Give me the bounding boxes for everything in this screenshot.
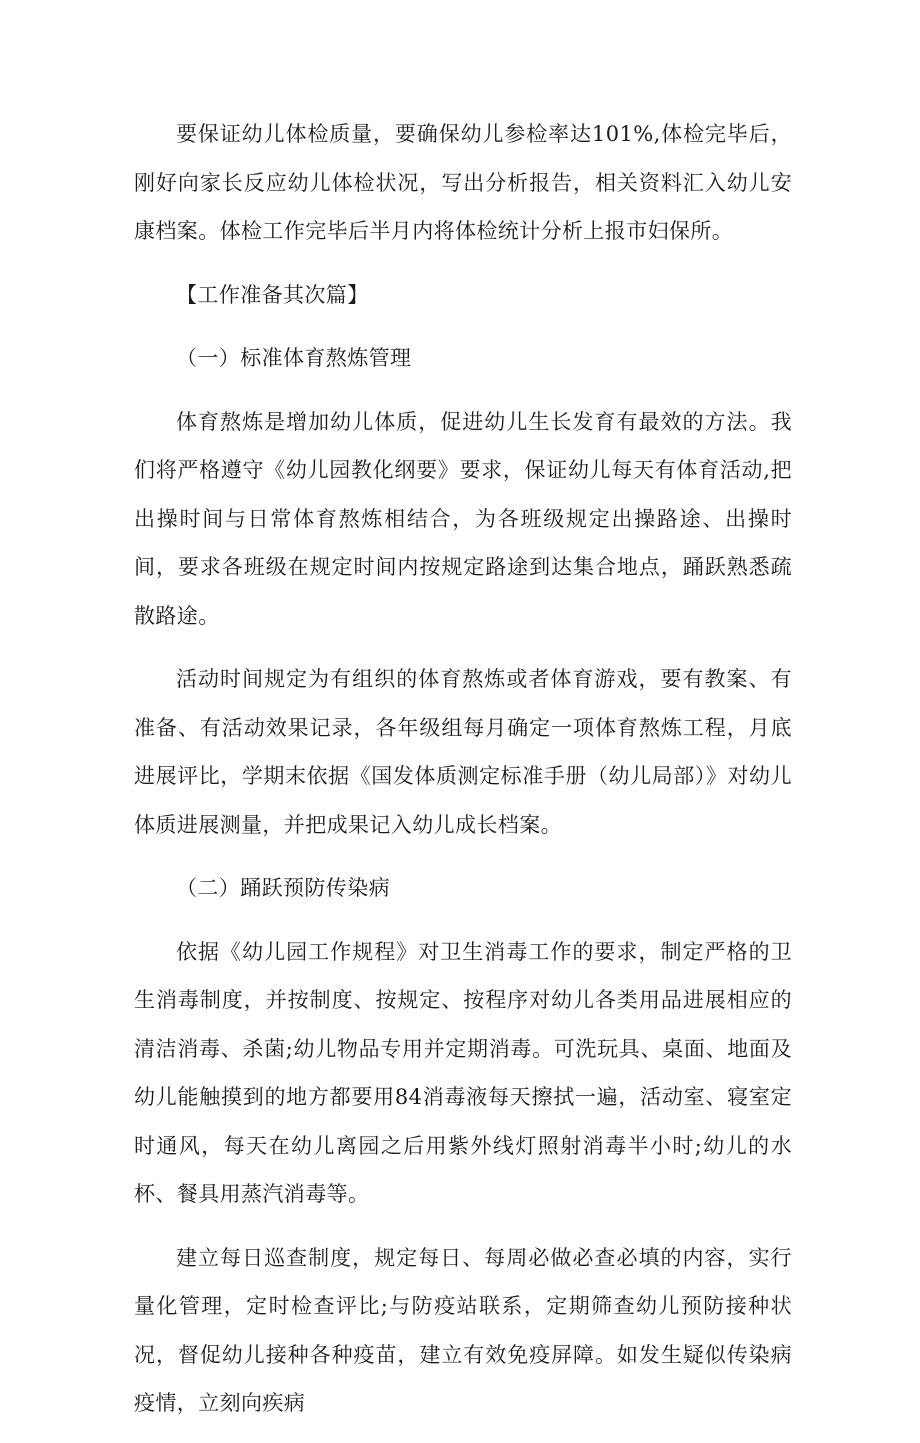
paragraph-activity-time: 活动时间规定为有组织的体育熬炼或者体育游戏，要有教案、有准备、有活动效果记录，各年级组每月确定一项体育熬炼工程，月底进展评比，学期末依据《国发体质测定标准手册（幼儿局部）》对幼儿体质进展测量，并把成果记入幼儿成长档案。	[134, 667, 792, 837]
subsection-heading-1: （一）标准体育熬炼管理	[176, 346, 412, 370]
section-title: 【工作准备其次篇】	[176, 282, 369, 307]
document-body	[134, 110, 792, 1443]
paragraph-disinfection: 依据《幼儿园工作规程》对卫生消毒工作的要求，制定严格的卫生消毒制度，并按制度、按规定、按程序对幼儿各类用品进展相应的清洁消毒、杀菌;幼儿物品专用并定期消毒。可洗玩具、桌面、地面及幼儿能触摸到的地方都要用84消毒液每天擦拭一遍，活动室、寝室定时通风，每天在幼儿离园之后用紫外线灯照射消毒半小时;幼儿的水杯、餐具用蒸汽消毒等。	[134, 939, 792, 1206]
paragraph-physical-exercise: 体育熬炼是增加幼儿体质，促进幼儿生长发育有最效的方法。我们将严格遵守《幼儿园教化纲要》要求，保证幼儿每天有体育活动,把出操时间与日常体育熬炼相结合，为各班级规定出操路途、出操时间，要求各班级在规定时间内按规定路途到达集合地点，踊跃熟悉疏散路途。	[134, 409, 792, 628]
paragraph-daily-inspection: 建立每日巡查制度，规定每日、每周必做必查必填的内容，实行量化管理，定时检查评比;与防疫站联系，定期筛查幼儿预防接种状况，督促幼儿接种各种疫苗，建立有效免疫屏障。如发生疑似传染病疫情，立刻向疾病	[134, 1245, 792, 1415]
paragraph-health-check: 要保证幼儿体检质量，要确保幼儿参检率达101%,体检完毕后，刚好向家长反应幼儿体检状况，写出分析报告，相关资料汇入幼儿安康档案。体检工作完毕后半月内将体检统计分析上报市妇保所。	[134, 122, 792, 243]
subsection-heading-2: （二）踊跃预防传染病	[176, 876, 390, 900]
